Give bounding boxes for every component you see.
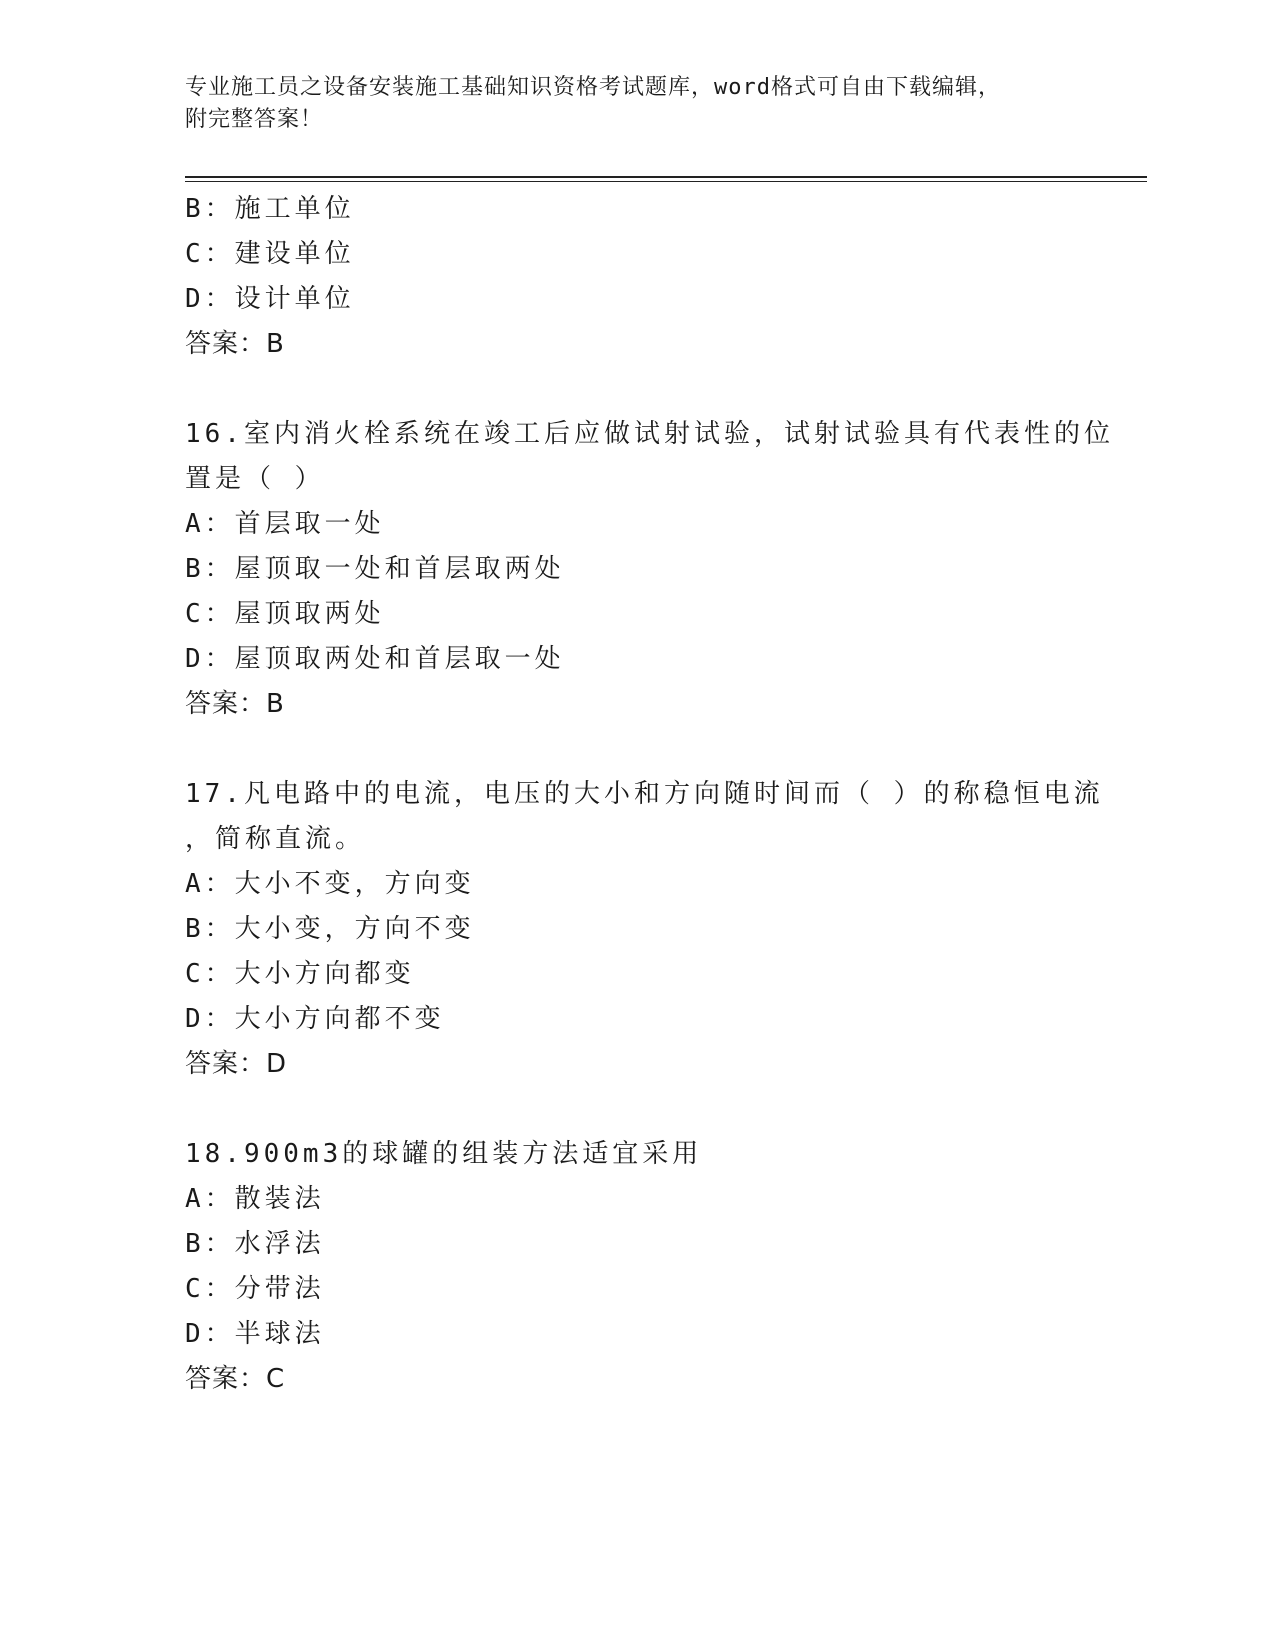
option-c: C：分带法	[185, 1274, 325, 1304]
answer: 答案：C	[185, 1364, 286, 1394]
question-16	[185, 412, 1114, 727]
question-stem: 17.凡电路中的电流，电压的大小和方向随时间而（ ）的称稳恒电流	[185, 779, 1104, 809]
question-stem: 16.室内消火栓系统在竣工后应做试射试验，试射试验具有代表性的位	[185, 419, 1114, 449]
option-b: B：水浮法	[185, 1229, 325, 1259]
question-list	[185, 187, 1114, 1402]
spacer	[185, 1087, 1085, 1132]
answer: 答案：B	[185, 329, 285, 359]
header-line-1: 专业施工员之设备安装施工基础知识资格考试题库，word格式可自由下载编辑，	[185, 75, 1001, 100]
question-stem: 18.900m3的球罐的组装方法适宜采用	[185, 1139, 703, 1169]
document-header	[185, 72, 1085, 136]
option-c: C：建设单位	[185, 239, 355, 269]
question-18	[185, 1132, 1085, 1402]
question-17	[185, 772, 1104, 1087]
spacer	[185, 727, 1085, 772]
answer: 答案：D	[185, 1049, 288, 1079]
answer: 答案：B	[185, 689, 285, 719]
option-c: C：大小方向都变	[185, 959, 415, 989]
header-divider-thick	[185, 176, 1147, 178]
option-b: B：大小变，方向不变	[185, 914, 475, 944]
question-stem-continued: ，简称直流。	[185, 824, 366, 854]
option-a: A：大小不变，方向变	[185, 869, 475, 899]
header-divider-thin	[185, 181, 1147, 182]
option-d: D：屋顶取两处和首层取一处	[185, 644, 565, 674]
option-a: A：首层取一处	[185, 509, 385, 539]
header-line-2: 附完整答案！	[185, 107, 324, 132]
question-15	[185, 187, 1085, 367]
option-d: D：半球法	[185, 1319, 325, 1349]
option-d: D：大小方向都不变	[185, 1004, 445, 1034]
option-b: B：屋顶取一处和首层取两处	[185, 554, 565, 584]
option-c: C：屋顶取两处	[185, 599, 385, 629]
question-stem-continued: 置是（ ）	[185, 464, 325, 494]
spacer	[185, 367, 1085, 412]
option-d: D：设计单位	[185, 284, 355, 314]
option-a: A：散装法	[185, 1184, 325, 1214]
option-b: B：施工单位	[185, 194, 355, 224]
